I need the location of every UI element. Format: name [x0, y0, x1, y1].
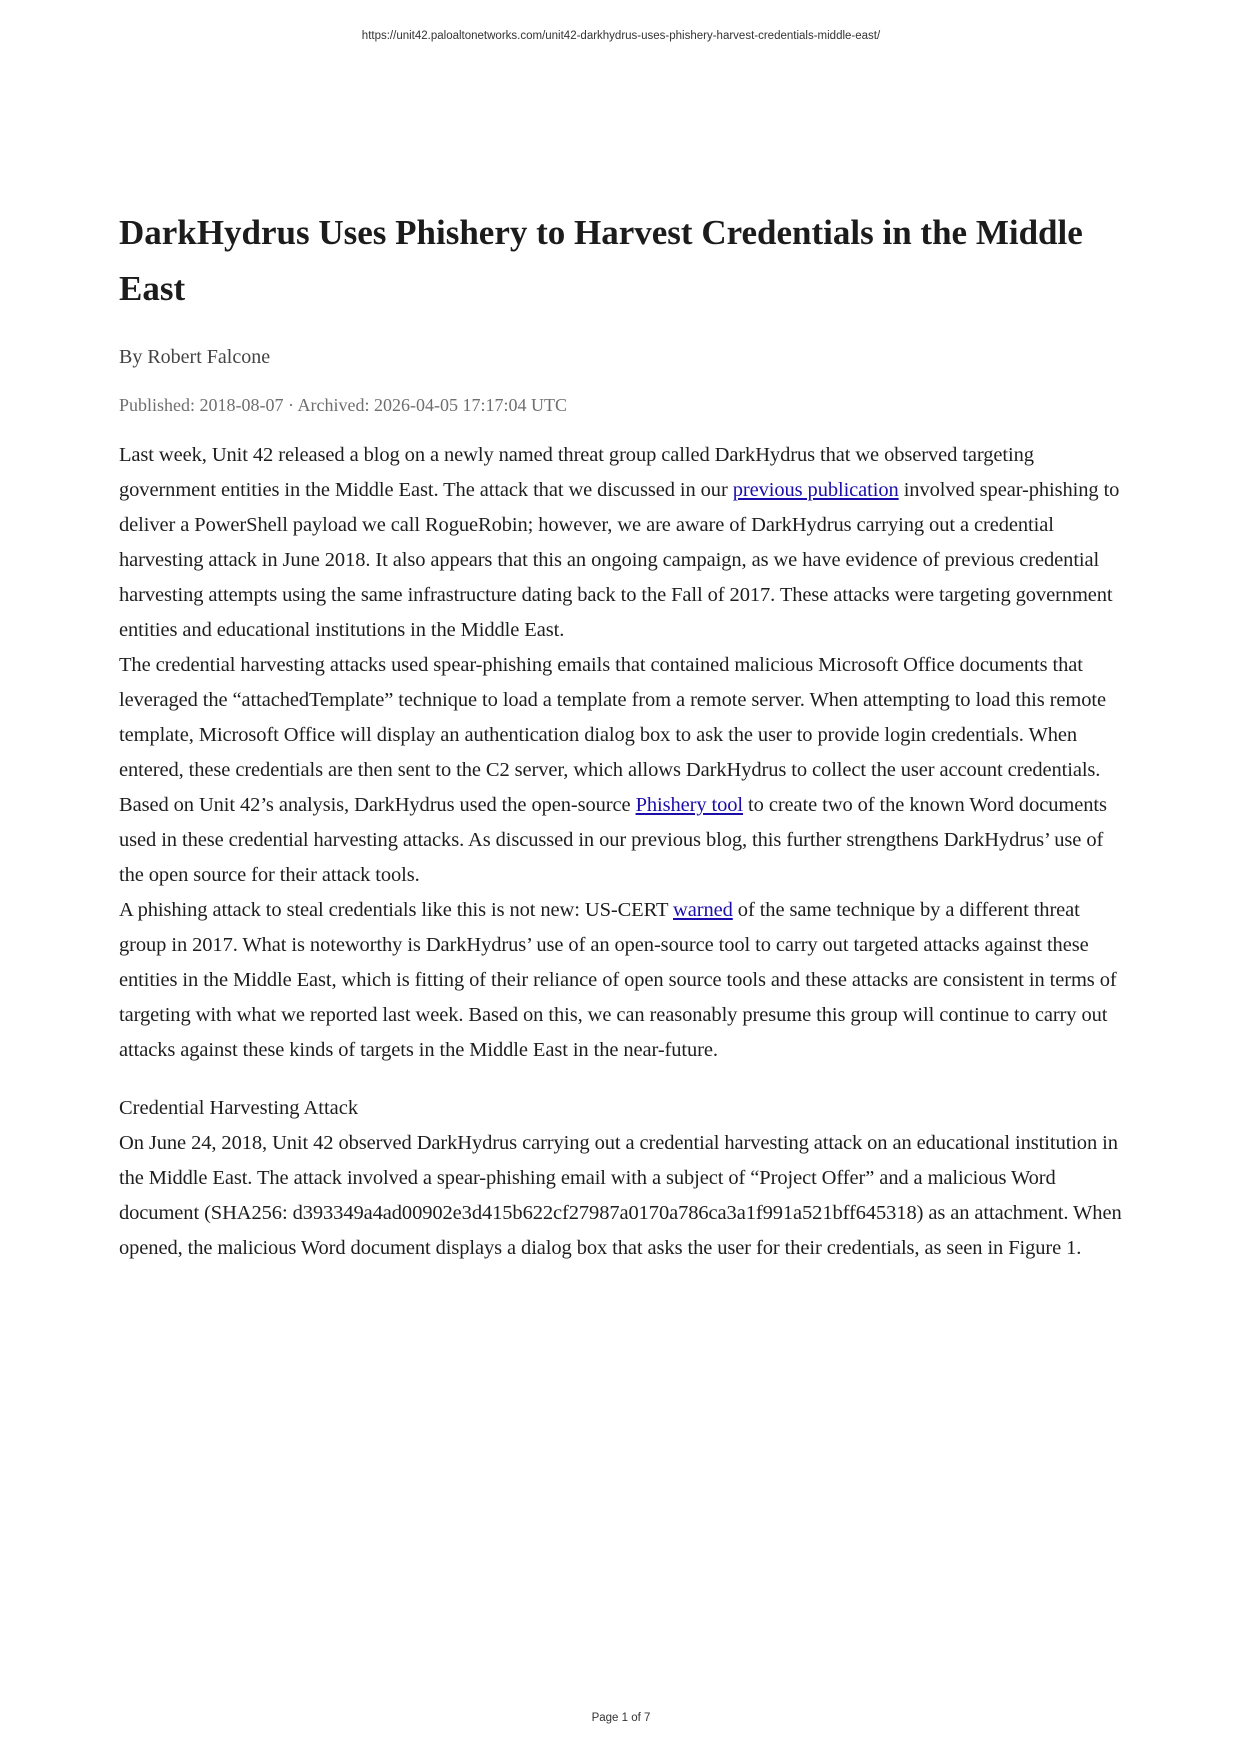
- paragraph-1-text-a: Last week, Unit 42 released a blog on a newly named threat group called DarkHydrus that we observed targeting government entities in the Middle East. The attack that we discussed in our: [119, 444, 1034, 501]
- paragraph-1: [119, 438, 1129, 648]
- paragraph-3: [119, 788, 1129, 893]
- section-heading: Credential Harvesting Attack: [119, 1097, 359, 1119]
- paragraph-2: The credential harvesting attacks used spear-phishing emails that contained malicious Microsoft Office documents that leveraged the “attachedTemplate” technique to load a template from a remote server. When attempting to load this remote template, Microsoft Office will display an authentication dialog box to ask the user to provide login credentials. When entered, these credentials are then sent to the C2 server, which allows DarkHydrus to collect the user account credentials.: [119, 654, 1106, 781]
- paragraph-3-text-b: to create two of the known Word documents used in these credential harvesting attacks. As discussed in our previous blog, this further strengthens DarkHydrus’ use of the open source for their attack tools.: [119, 794, 1107, 886]
- article-meta: Published: 2018-08-07 · Archived: 2026-04-05 17:17:04 UTC: [119, 395, 567, 415]
- previous-publication-link[interactable]: previous publication: [732, 479, 899, 501]
- paragraph-4-text-b: of the same technique by a different threat group in 2017. What is noteworthy is DarkHydrus’ use of an open-source tool to carry out targeted attacks against these entities in the Middle East, which is fitting of their reliance of open source tools and these attacks are consistent in terms of targeting with what we reported last week. Based on this, we can reasonably presume this group will continue to carry out attacks against these kinds of targets in the Middle East in the near-future.: [119, 899, 1117, 1061]
- article-byline: By Robert Falcone: [119, 346, 271, 368]
- page-indicator: Page 1 of 7: [591, 1712, 651, 1724]
- phishery-tool-link[interactable]: Phishery tool: [635, 794, 744, 816]
- paragraph-4-text-a: A phishing attack to steal credentials like this is not new: US-CERT: [119, 899, 674, 921]
- paragraph-1-text-b: involved spear-phishing to deliver a PowerShell payload we call RogueRobin; however, we are aware of DarkHydrus carrying out a credential harvesting attack in June 2018. It also appears that this an ongoing campaign, as we have evidence of previous credential harvesting attempts using the same infrastructure dating back to the Fall of 2017. These attacks were targeting government entities and educational institutions in the Middle East.: [119, 479, 1120, 641]
- us-cert-warned-link[interactable]: warned: [673, 899, 733, 921]
- paragraph-5-text-a: On June 24, 2018, Unit 42 observed DarkHydrus carrying out a credential harvesting attack on an educational institution in the Middle East. The attack involved a spear-phishing email with a subject of “Project Offer” and a malicious Word document (SHA256:: [119, 1132, 1118, 1224]
- paragraph-5: [119, 1126, 1129, 1266]
- page-url-header: https://unit42.paloaltonetworks.com/unit42-darkhydrus-uses-phishery-harvest-credentials-middle-east/: [361, 30, 881, 42]
- article-body: [119, 438, 1129, 1266]
- paragraph-3-text-a: Based on Unit 42’s analysis, DarkHydrus used the open-source: [119, 794, 636, 816]
- article: [119, 205, 1129, 1266]
- paragraph-4: [119, 893, 1129, 1068]
- paragraph-5-text-b: ) as an attachment. When opened, the malicious Word document displays a dialog box that asks the user for their credentials, as seen in Figure 1.: [119, 1202, 1122, 1259]
- article-title: DarkHydrus Uses Phishery to Harvest Credentials in the Middle East: [119, 213, 1083, 308]
- sha256-hash: d393349a4ad00902e3d415b622cf27987a0170a786ca3a1f991a521bff645318: [292, 1202, 917, 1224]
